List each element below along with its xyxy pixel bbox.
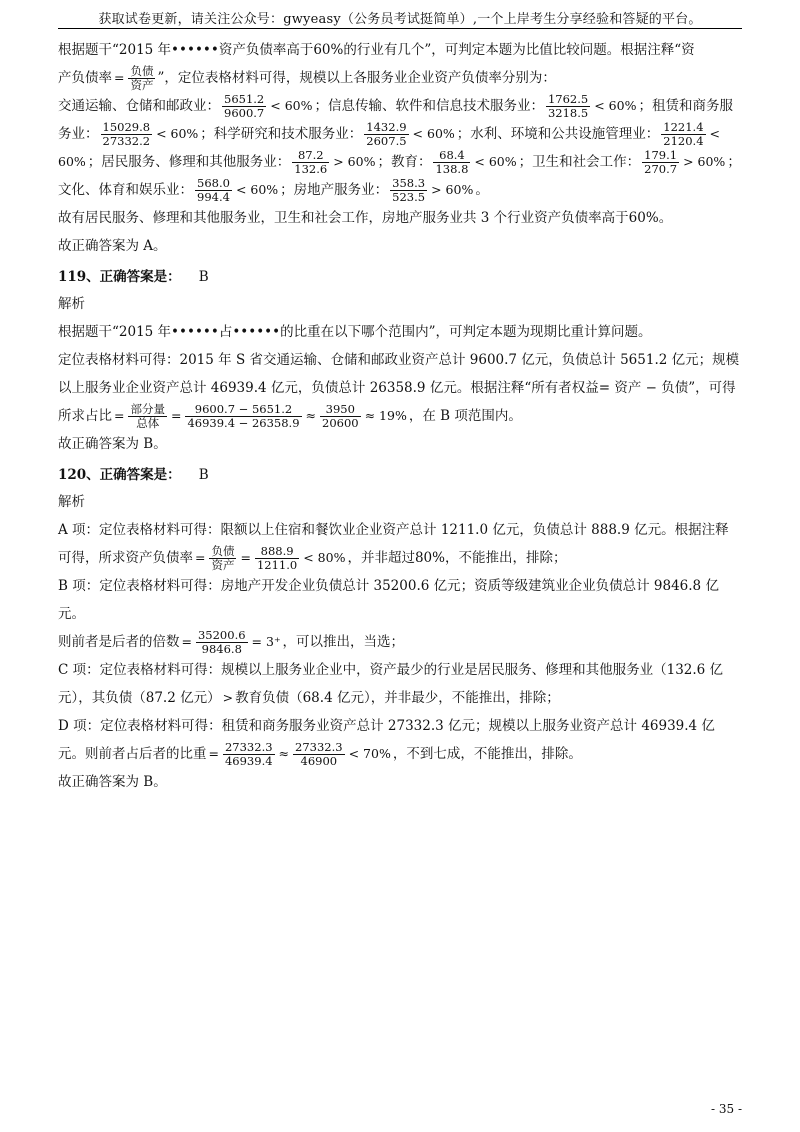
- ratio-item-separator: ；: [87, 154, 102, 170]
- ratio-item-comparison: > 60%: [431, 182, 474, 197]
- fraction: $\frac{3950}{20600}$: [322, 402, 359, 430]
- ratio-item-comparison: < 60%: [58, 126, 721, 169]
- q120-answer: 故正确答案为 B。: [58, 774, 167, 790]
- ratio-item-comparison: < 60%: [235, 182, 279, 197]
- q120-option-a-line-2: 可得，所求资产负债率 = $\frac{\text{负债}}{\text{资产}}$ = $\frac{888.9}{1211.0}$ < 80% ，并非超过80%，不能推出，排除；: [58, 544, 567, 572]
- q120-option-b-line-2: 则前者是后者的倍数 = $\frac{35200.6}{9846.8}$ = 3⁺ ，可以推出，当选；: [58, 628, 405, 656]
- ratio-item-separator: 。: [475, 182, 489, 198]
- q119-answer: 故正确答案为 B。: [58, 436, 167, 452]
- q119-jiexi-label: 解析: [58, 296, 85, 312]
- q119-paragraph-2: 定位表格材料可得：2015 年 S 省交通运输、仓储和邮政业资产总计 9600.7 亿元，负债总计 5651.2 亿元；规模: [58, 352, 740, 368]
- ratio-item-separator: ；: [280, 182, 294, 198]
- ratio-item-comparison: > 60%: [683, 154, 726, 169]
- ratio-item-fraction: $\frac{179.1}{270.7}$: [644, 148, 678, 176]
- q120-option-a-line-1: A 项：定位表格材料可得：限额以上住宿和餐饮业企业资产总计 1211.0 亿元，负债总计 888.9 亿元。根据注释: [58, 522, 729, 538]
- ratio-item-comparison: > 60%: [333, 154, 376, 169]
- q120-answer-letter: B: [198, 467, 209, 483]
- ratio-item-label: 科学研究和技术服务业：: [213, 126, 363, 142]
- q120-option-d-line-2: 元。则前者占后者的比重 = $\frac{27332.3}{46939.4}$ ≈ $\frac{27332.3}{46900}$ < 70% ，不到七成，不能推出，排除。: [58, 740, 582, 768]
- ratio-item-fraction: $\frac{68.4}{138.8}$: [435, 148, 469, 176]
- ratio-item-label: 交通运输、仓储和邮政业：: [58, 98, 220, 114]
- ratio-item-comparison: < 60%: [474, 154, 517, 169]
- header-divider: [58, 28, 742, 29]
- ratio-item-fraction: $\frac{1762.5}{3218.5}$: [547, 92, 589, 120]
- q118-paragraph-1: 根据题干“2015 年••••••资产负债率高于60%的行业有几个”，可判定本题为比值比较问题。根据注释“资: [58, 42, 695, 58]
- ratio-item-label: 教育：: [390, 154, 432, 170]
- ratio-item-separator: ；: [727, 154, 741, 170]
- fraction: $\frac{9600.7 - 5651.2}{46939.4 - 26358.9}$: [187, 402, 300, 430]
- ratio-item-label: 租赁和商务服务业：: [58, 98, 733, 142]
- ratio-item-separator: ；: [456, 126, 471, 142]
- ratio-item-label: 文化、体育和娱乐业：: [58, 182, 193, 198]
- q118-conclusion: 故有居民服务、修理和其他服务业，卫生和社会工作，房地产服务业共 3 个行业资产负债率高于60%。: [58, 210, 673, 226]
- ratio-item-fraction: $\frac{87.2}{132.6}$: [294, 148, 328, 176]
- ratio-item-separator: ；: [200, 126, 214, 142]
- fraction: $\frac{888.9}{1211.0}$: [256, 544, 298, 572]
- q120-option-b-line-1: B 项：定位表格材料可得：房地产开发企业负债总计 35200.6 亿元；资质等级建筑业企业负债总计 9846.8 亿元。: [58, 578, 719, 622]
- q119-paragraph-1: 根据题干“2015 年••••••占••••••的比重在以下哪个范围内”，可判定本题为现期比重计算问题。: [58, 324, 652, 340]
- fraction: $\frac{35200.6}{9846.8}$: [197, 628, 246, 656]
- q118-ratio-list: [58, 92, 742, 204]
- ratio-item-separator: ；: [377, 154, 391, 170]
- ratio-item-separator: ；: [518, 154, 533, 170]
- q119-paragraph-3: 以上服务业企业资产总计 46939.4 亿元，负债总计 26358.9 亿元。根据注释“所有者权益= 资产 − 负债”，可得: [58, 380, 736, 396]
- ratio-item-fraction: $\frac{1221.4}{2120.4}$: [663, 120, 704, 148]
- fraction: $\frac{\text{部分量}}{\text{总体}}$: [130, 402, 165, 430]
- ratio-item-label: 居民服务、修理和其他服务业：: [101, 154, 291, 170]
- ratio-item-fraction: $\frac{358.3}{523.5}$: [392, 176, 426, 204]
- q120-option-d-line-1: D 项：定位表格材料可得：租赁和商务服务业资产总计 27332.3 亿元；规模以上服务业资产总计 46939.4 亿: [58, 718, 715, 734]
- ratio-item-comparison: < 60%: [412, 126, 455, 141]
- ratio-item-fraction: $\frac{15029.8}{27332.2}$: [102, 120, 151, 148]
- ratio-item-label: 房地产服务业：: [293, 182, 389, 198]
- fraction: $\frac{27332.3}{46900}$: [295, 740, 343, 768]
- page-header: 获取试卷更新，请关注公众号：gwyeasy（公务员考试挺简单）,一个上岸考生分享经验和答疑的平台。: [98, 12, 702, 27]
- ratio-item-fraction: $\frac{1432.9}{2607.5}$: [366, 120, 407, 148]
- q120-heading: 120、正确答案是： B: [58, 467, 209, 483]
- fraction: $\frac{27332.3}{46939.4}$: [224, 740, 273, 768]
- ratio-item-fraction: $\frac{568.0}{994.4}$: [197, 176, 230, 204]
- ratio-item-comparison: < 60%: [270, 98, 313, 113]
- q120-option-c-line-2: 元），其负债（87.2 亿元） > 教育负债（68.4 亿元），并非最少，不能推出，排除；: [58, 690, 560, 706]
- ratio-item-separator: ；: [638, 98, 652, 114]
- ratio-item-fraction: $\frac{5651.2}{9600.7}$: [224, 92, 265, 120]
- document-body: [58, 36, 742, 796]
- q118-answer: 故正确答案为 A。: [58, 238, 167, 254]
- ratio-item-comparison: < 60%: [156, 126, 199, 141]
- ratio-item-separator: ；: [314, 98, 328, 114]
- ratio-item-label: 卫生和社会工作：: [532, 154, 641, 170]
- ratio-item-comparison: < 60%: [594, 98, 637, 113]
- ratio-item-label: 信息传输、软件和信息技术服务业：: [327, 98, 544, 114]
- fraction: $\frac{\text{负债}}{\text{资产}}$: [130, 64, 154, 92]
- fraction: $\frac{\text{负债}}{\text{资产}}$: [211, 544, 235, 572]
- q119-heading: 119、正确答案是： B: [58, 269, 209, 285]
- q118-paragraph-2: 产负债率 = $\frac{\text{负债}}{\text{资产}}$ ”，定位表格材料可得，规模以上各服务业企业资产负债率分别为：: [58, 64, 556, 92]
- q120-option-c-line-1: C 项：定位表格材料可得：规模以上服务业企业中，资产最少的行业是居民服务、修理和其他服务业（132.6 亿: [58, 662, 724, 678]
- q119-formula-line: 所求占比 = $\frac{\text{部分量}}{\text{总体}}$ = $\frac{9600.7 - 5651.2}{46939.4 - 26358.9}$ ≈ $\frac{3950}{20600}$ ≈ 19% ，在 B 项范围内。: [58, 402, 522, 430]
- ratio-item-label: 水利、环境和公共设施管理业：: [470, 126, 660, 142]
- q120-jiexi-label: 解析: [58, 494, 85, 510]
- page-number: - 35 -: [710, 1102, 742, 1116]
- q119-answer-letter: B: [198, 269, 209, 285]
